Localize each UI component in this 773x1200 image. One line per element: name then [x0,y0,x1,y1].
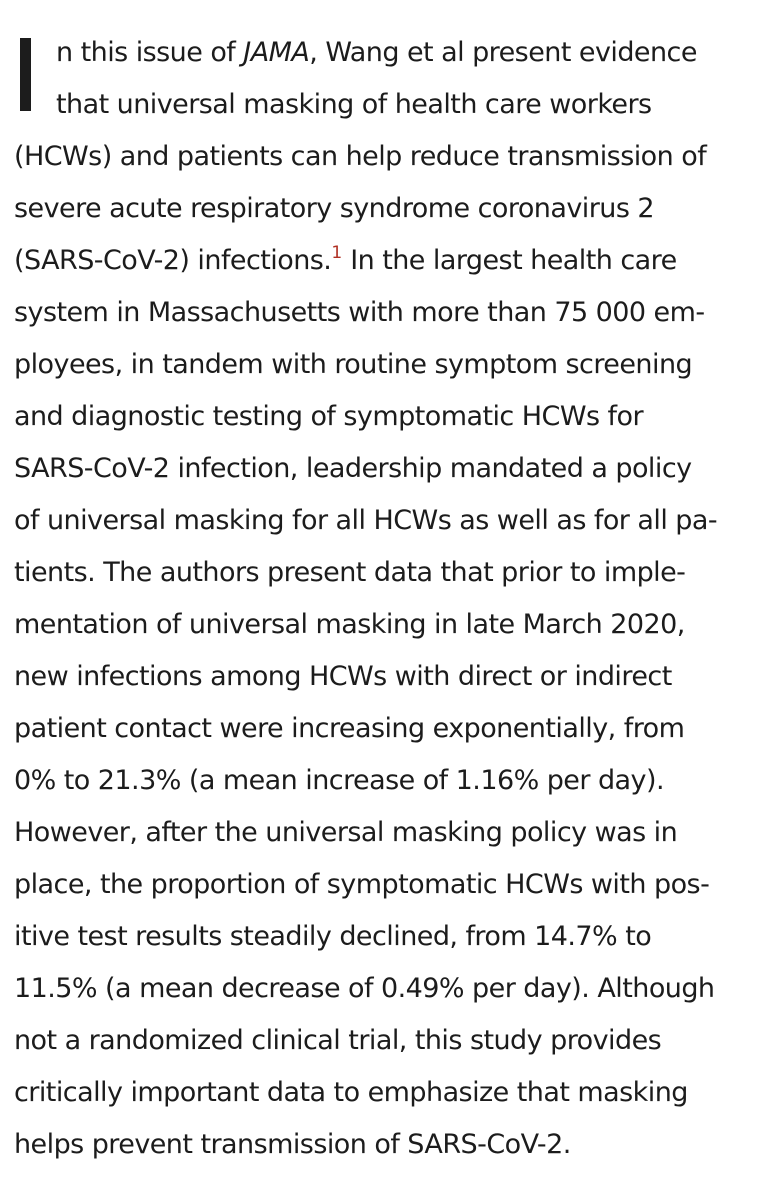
text-line-18: itive test results steadily declined, from 14.7% to [14,921,652,952]
text-line-22: helps prevent transmission of SARS-CoV-2. [14,1129,571,1160]
text-line-15: 0% to 21.3% (a mean increase of 1.16% per day). [14,765,664,796]
text-line-2: that universal masking of health care workers [56,89,652,120]
text-line-14: patient contact were increasing exponentially, from [14,713,685,744]
text-line-21: critically important data to emphasize that masking [14,1077,688,1108]
text-line-19: 11.5% (a mean decrease of 0.49% per day). Although [14,973,715,1004]
reference-link-1[interactable]: 1 [331,243,343,263]
journal-name: JAMA [243,37,310,68]
text-line-4: severe acute respiratory syndrome coronavirus 2 [14,193,655,224]
text-line-8: and diagnostic testing of symptomatic HCWs for [14,401,643,432]
line-1-start: n this issue of [56,37,244,68]
text-line-12: mentation of universal masking in late March 2020, [14,609,685,640]
text-line-6: system in Massachusetts with more than 75 000 em- [14,297,705,328]
text-line-1 [56,36,697,70]
text-line-7: ployees, in tandem with routine symptom screening [14,349,693,380]
text-line-17: place, the proportion of symptomatic HCWs with pos- [14,869,710,900]
text-line-16: However, after the universal masking policy was in [14,817,678,848]
line-1-end: , Wang et al present evidence [309,37,697,68]
text-line-11: tients. The authors present data that prior to imple- [14,557,686,588]
line-5-start: (SARS-CoV-2) infections. [14,245,332,276]
text-line-3: (HCWs) and patients can help reduce transmission of [14,141,707,172]
text-line-9: SARS-CoV-2 infection, leadership mandated a policy [14,453,692,484]
text-line-5 [14,244,677,278]
text-line-20: not a randomized clinical trial, this study provides [14,1025,662,1056]
text-line-10: of universal masking for all HCWs as well as for all pa- [14,505,718,536]
text-line-13: new infections among HCWs with direct or indirect [14,661,672,692]
line-5-end: In the largest health care [342,245,677,276]
drop-cap [20,38,31,111]
